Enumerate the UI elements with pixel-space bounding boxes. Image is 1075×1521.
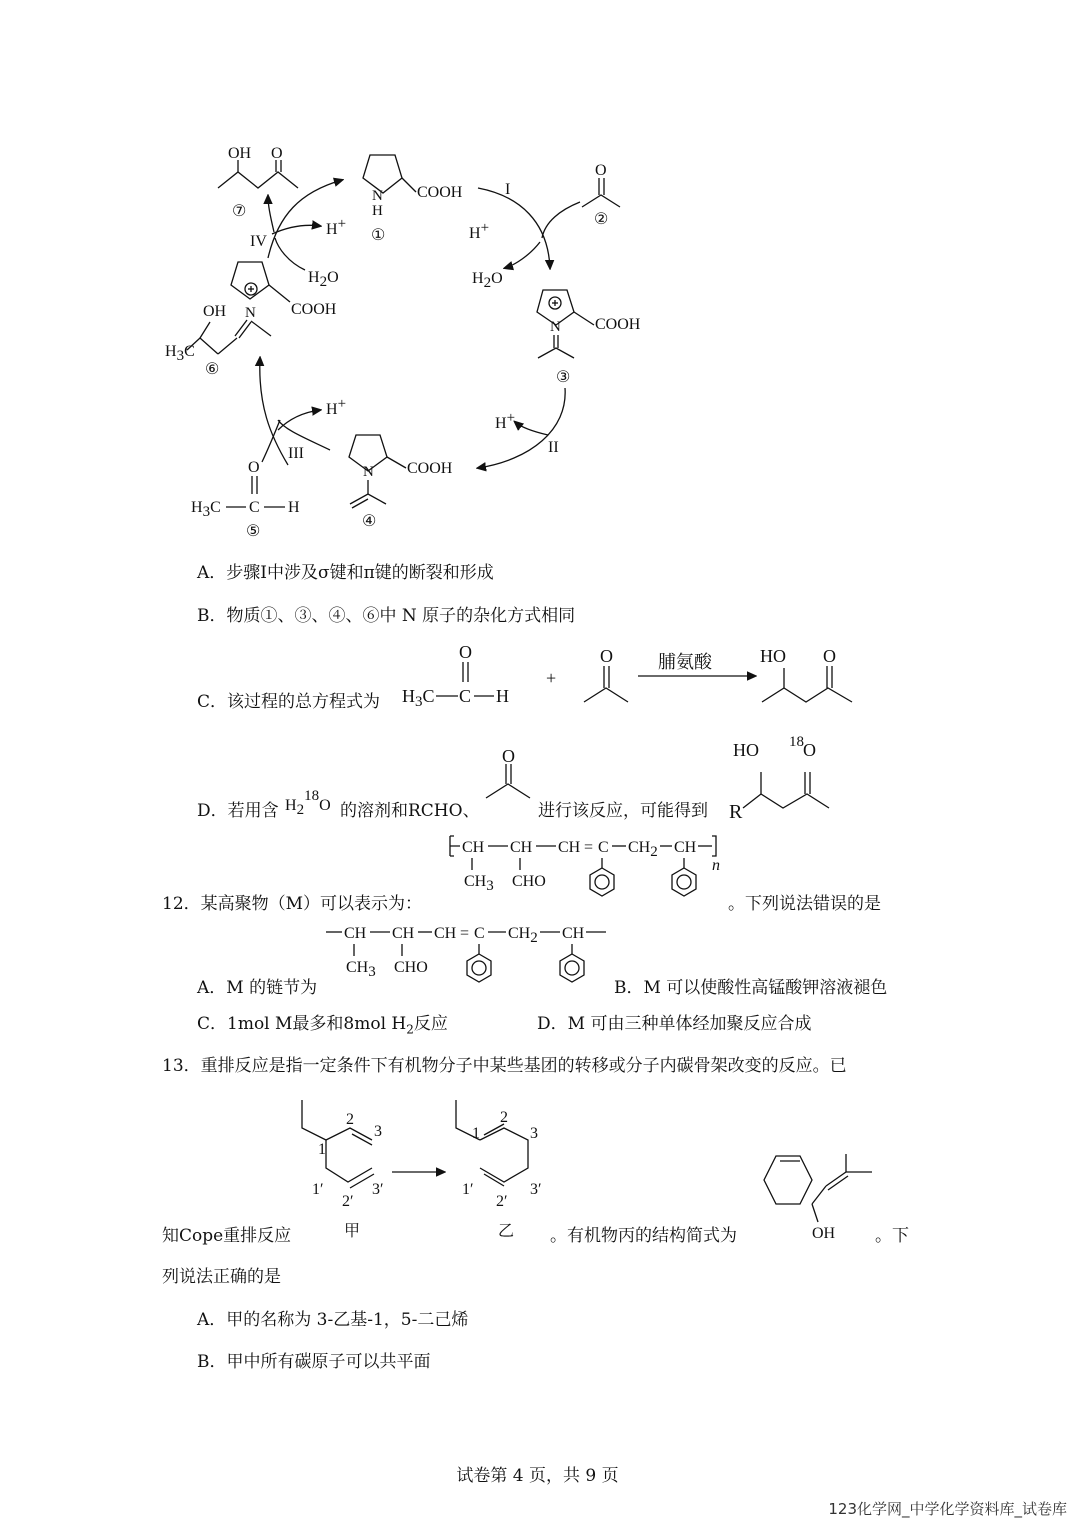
svg-text:H3C: H3C bbox=[191, 499, 221, 520]
svg-text:O: O bbox=[271, 145, 283, 162]
svg-text:I: I bbox=[505, 181, 511, 198]
svg-text:2′: 2′ bbox=[342, 1193, 354, 1210]
svg-text:18: 18 bbox=[789, 734, 804, 750]
svg-text:COOH: COOH bbox=[407, 460, 453, 477]
svg-text:甲: 甲 bbox=[344, 1223, 361, 1240]
svg-text:2: 2 bbox=[346, 1111, 354, 1128]
svg-text:CH2: CH2 bbox=[628, 839, 658, 860]
compound-1-proline bbox=[363, 155, 463, 244]
svg-text:④: ④ bbox=[362, 513, 377, 530]
svg-text:C: C bbox=[598, 839, 609, 856]
svg-text:CH: CH bbox=[674, 839, 697, 856]
svg-text:OH: OH bbox=[812, 1225, 836, 1242]
svg-text:N: N bbox=[363, 464, 374, 480]
svg-text:①: ① bbox=[371, 227, 386, 244]
step-1-arrow bbox=[469, 181, 580, 291]
svg-text:H218O: H218O bbox=[285, 788, 331, 818]
svg-text:N: N bbox=[245, 305, 256, 321]
svg-text:H3C: $H_3C$ bbox=[402, 686, 435, 710]
q11-option-d-prefix: D．若用含 bbox=[197, 801, 279, 821]
svg-text:n: n bbox=[712, 857, 720, 874]
q11-option-d-formula bbox=[283, 788, 343, 818]
q12-option-c: C．1mol M最多和8mol $H_2$反应 bbox=[197, 1014, 448, 1037]
svg-text:CH: CH bbox=[558, 839, 581, 856]
svg-text:H+: H+ bbox=[326, 216, 347, 238]
svg-text:CH: CH bbox=[434, 925, 457, 942]
svg-text:2: 2 bbox=[500, 1109, 508, 1126]
svg-text:CHO: CHO bbox=[394, 959, 428, 976]
compound-7 bbox=[218, 145, 298, 220]
svg-text:HO: HO bbox=[760, 646, 786, 666]
q12-option-d: D．M 可由三种单体经加聚反应合成 bbox=[537, 1014, 812, 1034]
q11-option-d-acetone bbox=[480, 750, 540, 810]
page-footer: 试卷第 4 页，共 9 页 bbox=[456, 1466, 619, 1486]
q13-option-a: A．甲的名称为 3-乙基-1，5-二己烯 bbox=[197, 1310, 469, 1330]
svg-text:COOH: COOH bbox=[417, 184, 463, 201]
svg-text:CH: CH bbox=[510, 839, 533, 856]
svg-text:O: O bbox=[600, 646, 613, 666]
svg-text:O: O bbox=[248, 459, 260, 476]
q13-stem-line3: 列说法正确的是 bbox=[162, 1267, 281, 1287]
compound-5-acetaldehyde bbox=[191, 459, 300, 540]
svg-text:脯氨酸: 脯氨酸 bbox=[658, 652, 712, 673]
q11-option-c-prefix: C．该过程的总方程式为 bbox=[197, 692, 381, 712]
svg-text:III: III bbox=[288, 445, 304, 462]
q13-compound-bing bbox=[750, 1140, 880, 1250]
svg-text:+: + bbox=[546, 668, 557, 688]
svg-text:N: N bbox=[550, 319, 561, 335]
q13-stem-line2-prefix: 知Cope重排反应 bbox=[162, 1226, 292, 1246]
svg-text:⑦: ⑦ bbox=[232, 203, 247, 220]
svg-text:C: C bbox=[249, 499, 260, 516]
q12-stem-end: 。下列说法错误的是 bbox=[728, 894, 881, 914]
q12-stem: 12．某高聚物（M）可以表示为： bbox=[162, 894, 423, 914]
svg-text:3: 3 bbox=[530, 1125, 538, 1142]
svg-text:③: ③ bbox=[556, 369, 571, 386]
q13-cope-rearrangement-scheme bbox=[290, 1090, 580, 1240]
svg-text:N: N bbox=[372, 188, 383, 204]
svg-text:H: H bbox=[496, 686, 509, 706]
svg-text:3′: 3′ bbox=[372, 1181, 384, 1198]
svg-text:2′: 2′ bbox=[496, 1193, 508, 1210]
svg-text:1: 1 bbox=[472, 1125, 480, 1142]
svg-text:H+: H+ bbox=[469, 220, 490, 242]
svg-text:1: 1 bbox=[318, 1141, 326, 1158]
svg-text:=: = bbox=[584, 839, 594, 856]
svg-text:H+: H+ bbox=[495, 410, 516, 432]
svg-text:IV: IV bbox=[250, 233, 267, 250]
q11-option-d-suffix: 进行该反应，可能得到 bbox=[538, 801, 708, 821]
svg-text:OH: OH bbox=[203, 303, 227, 320]
proline-cycle-diagram bbox=[0, 0, 1075, 560]
svg-text:H2O: H2O bbox=[472, 270, 503, 291]
q12-option-b: B．M 可以使酸性高锰酸钾溶液褪色 bbox=[614, 978, 888, 998]
q13-stem-line2-end: 。下 bbox=[875, 1226, 909, 1246]
svg-text:CH3: CH3 bbox=[346, 959, 376, 980]
svg-text:⑤: ⑤ bbox=[246, 523, 261, 540]
svg-text:CH: CH bbox=[392, 925, 415, 942]
step-2-arrow bbox=[478, 388, 565, 468]
svg-text:C: C bbox=[459, 686, 472, 706]
q12-option-a: A．M 的链节为 bbox=[197, 978, 318, 998]
svg-text:CH: CH bbox=[462, 839, 485, 856]
svg-text:C: C bbox=[474, 925, 485, 942]
compound-4-enamine bbox=[349, 435, 453, 530]
compound-2-acetone bbox=[582, 162, 620, 228]
svg-text:②: ② bbox=[594, 211, 609, 228]
svg-text:O: O bbox=[803, 740, 816, 760]
svg-text:3: 3 bbox=[374, 1123, 382, 1140]
svg-text:O: O bbox=[595, 162, 607, 179]
svg-text:II: II bbox=[548, 439, 559, 456]
svg-text:乙: 乙 bbox=[498, 1223, 515, 1240]
svg-text:HO: HO bbox=[733, 740, 759, 760]
q11-option-c-equation bbox=[400, 640, 870, 720]
svg-text:H+: H+ bbox=[326, 396, 347, 418]
compound-3-iminium bbox=[537, 290, 641, 386]
svg-text:CH2: CH2 bbox=[508, 925, 538, 946]
q13-stem-line2-mid: 。有机物丙的结构简式为 bbox=[550, 1226, 737, 1246]
q11-option-a: A．步骤I中涉及σ键和π键的断裂和形成 bbox=[197, 563, 494, 583]
svg-text:CHO: CHO bbox=[512, 873, 546, 890]
svg-text:H3C: H3C bbox=[165, 343, 195, 364]
q12-chain-unit-structure bbox=[322, 918, 622, 998]
svg-text:CH: CH bbox=[344, 925, 367, 942]
svg-text:COOH: COOH bbox=[595, 316, 641, 333]
step-3-arrow bbox=[260, 358, 346, 465]
svg-text:O: O bbox=[502, 750, 515, 766]
svg-text:=: = bbox=[460, 925, 470, 942]
svg-text:CH: CH bbox=[562, 925, 585, 942]
q12-polymer-structure bbox=[440, 828, 740, 908]
q11-option-b: B．物质①、③、④、⑥中 N 原子的杂化方式相同 bbox=[197, 606, 576, 626]
svg-text:H2O: H2O bbox=[308, 269, 339, 290]
svg-text:CH3: CH3 bbox=[464, 873, 494, 894]
q11-option-d-product bbox=[725, 728, 855, 823]
svg-text:H: H bbox=[372, 203, 383, 219]
svg-text:1′: 1′ bbox=[312, 1181, 324, 1198]
q11-option-d-mid: 的溶剂和RCHO、 bbox=[340, 801, 480, 821]
watermark: 123化学网_中学化学资料库_试卷库 bbox=[828, 1500, 1067, 1518]
svg-text:1′: 1′ bbox=[462, 1181, 474, 1198]
svg-text:H: H bbox=[288, 499, 300, 516]
svg-text:O: O bbox=[459, 642, 472, 662]
svg-text:3′: 3′ bbox=[530, 1181, 542, 1198]
q13-option-b: B．甲中所有碳原子可以共平面 bbox=[197, 1352, 431, 1372]
svg-text:COOH: COOH bbox=[291, 301, 337, 318]
svg-text:R: R bbox=[729, 801, 743, 823]
svg-text:⑥: ⑥ bbox=[205, 361, 220, 378]
svg-text:OH: OH bbox=[228, 145, 252, 162]
svg-text:O: O bbox=[823, 646, 836, 666]
step-4-arrow bbox=[250, 180, 346, 290]
q13-stem: 13．重排反应是指一定条件下有机物分子中某些基团的转移或分子内碳骨架改变的反应。已 bbox=[162, 1056, 847, 1076]
